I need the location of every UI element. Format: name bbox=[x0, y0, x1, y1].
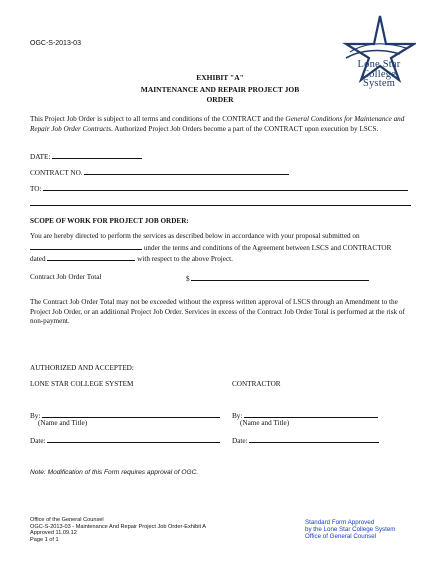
logo-line-2: College bbox=[361, 68, 397, 80]
footer-right-line-1: Standard Form Approved bbox=[305, 519, 375, 526]
to-blank-line-2[interactable] bbox=[30, 205, 411, 206]
to-field[interactable] bbox=[30, 183, 408, 195]
footer-left bbox=[30, 517, 206, 543]
form-title-line-2: ORDER bbox=[206, 95, 234, 104]
to-label: TO: bbox=[30, 185, 42, 193]
scope-line-2-text: under the terms and conditions of the Agreement between LSCS and CONTRACTOR bbox=[143, 243, 392, 252]
left-party-name: LONE STAR COLLEGE SYSTEM bbox=[30, 380, 134, 388]
document-id: OGC-S-2013-03 bbox=[30, 40, 81, 47]
footer-right-line-2: by the Lone Star College System bbox=[305, 526, 396, 534]
proposal-date-blank[interactable] bbox=[30, 242, 142, 250]
scope-heading: SCOPE OF WORK FOR PROJECT JOB ORDER: bbox=[30, 217, 189, 225]
left-by-label: By: bbox=[30, 412, 41, 420]
right-name-title: (Name and Title) bbox=[240, 419, 290, 427]
total-field[interactable] bbox=[186, 273, 369, 285]
contract-no-label: CONTRACT NO. bbox=[30, 169, 83, 177]
intro-text-italic: General Conditions for Maintenance and Repair Job Order Contracts bbox=[30, 115, 405, 133]
right-date-blank[interactable] bbox=[249, 435, 379, 443]
right-date-label: Date: bbox=[232, 437, 248, 445]
footer-left-line-2: OGC-S-2013-03 - Maintenance And Repair Project Job Order-Exhibit A bbox=[30, 523, 206, 530]
left-date-field[interactable] bbox=[30, 435, 220, 447]
modification-note: Note: Modification of this Form requires approval of OGC. bbox=[30, 469, 199, 476]
right-by-label: By: bbox=[232, 412, 243, 420]
scope-line-3-text: with respect to the above Project. bbox=[137, 255, 233, 264]
scope-line-1: You are hereby directed to perform the services as described below in accordance with your proposal submitted on bbox=[30, 232, 360, 240]
contract-no-field[interactable] bbox=[30, 167, 289, 179]
intro-paragraph bbox=[30, 115, 410, 134]
right-date-field[interactable] bbox=[232, 435, 379, 447]
contract-no-blank[interactable] bbox=[84, 167, 289, 175]
agreement-date-blank[interactable] bbox=[47, 253, 135, 261]
currency-symbol: $ bbox=[186, 275, 190, 283]
footer-right-line-3: Office of General Counsel bbox=[305, 533, 377, 541]
scope-line-2 bbox=[30, 242, 415, 254]
form-title bbox=[130, 85, 310, 105]
authorized-heading: AUTHORIZED AND ACCEPTED: bbox=[30, 364, 134, 372]
date-field[interactable] bbox=[30, 151, 142, 163]
left-name-title: (Name and Title) bbox=[38, 419, 88, 427]
intro-text-c: . Authorized Project Job Orders become a part of the CONTRACT upon execution by LSCS. bbox=[111, 124, 379, 133]
date-label: DATE: bbox=[30, 153, 51, 161]
limit-paragraph: The Contract Job Order Total may not be exceeded without the express written approval of LSCS through an Amendment to the Project Job Order, or an additional Project Job Order. Services in excess of the Contract Job Order Total is performed at the risk of non-payment. bbox=[30, 298, 405, 326]
logo-line-1: Lone Star bbox=[357, 59, 401, 70]
footer-left-line-3: Approved 11.09.12 bbox=[30, 530, 77, 537]
total-label: Contract Job Order Total bbox=[30, 273, 102, 281]
left-date-label: Date: bbox=[30, 437, 46, 445]
logo-line-3: System bbox=[362, 78, 396, 89]
form-title-line-1: MAINTENANCE AND REPAIR PROJECT JOB bbox=[140, 85, 300, 94]
exhibit-title: EXHIBIT "A" bbox=[196, 73, 244, 82]
scope-paragraph bbox=[30, 232, 415, 265]
scope-dated-label: dated bbox=[30, 255, 46, 264]
footer-right bbox=[305, 519, 395, 541]
right-by-blank[interactable] bbox=[244, 410, 378, 418]
left-date-blank[interactable] bbox=[47, 435, 220, 443]
scope-line-3 bbox=[30, 253, 415, 265]
intro-text-a: This Project Job Order is subject to all terms and conditions of the CONTRACT and the bbox=[30, 115, 286, 123]
footer-left-line-1: Office of the General Counsel bbox=[30, 517, 104, 523]
left-by-blank[interactable] bbox=[42, 410, 220, 418]
right-party-name: CONTRACTOR bbox=[232, 380, 281, 388]
to-blank[interactable] bbox=[43, 183, 408, 191]
footer-left-line-4: Page 1 of 1 bbox=[30, 536, 59, 543]
date-blank[interactable] bbox=[52, 151, 142, 159]
total-amount-blank[interactable] bbox=[191, 273, 369, 281]
